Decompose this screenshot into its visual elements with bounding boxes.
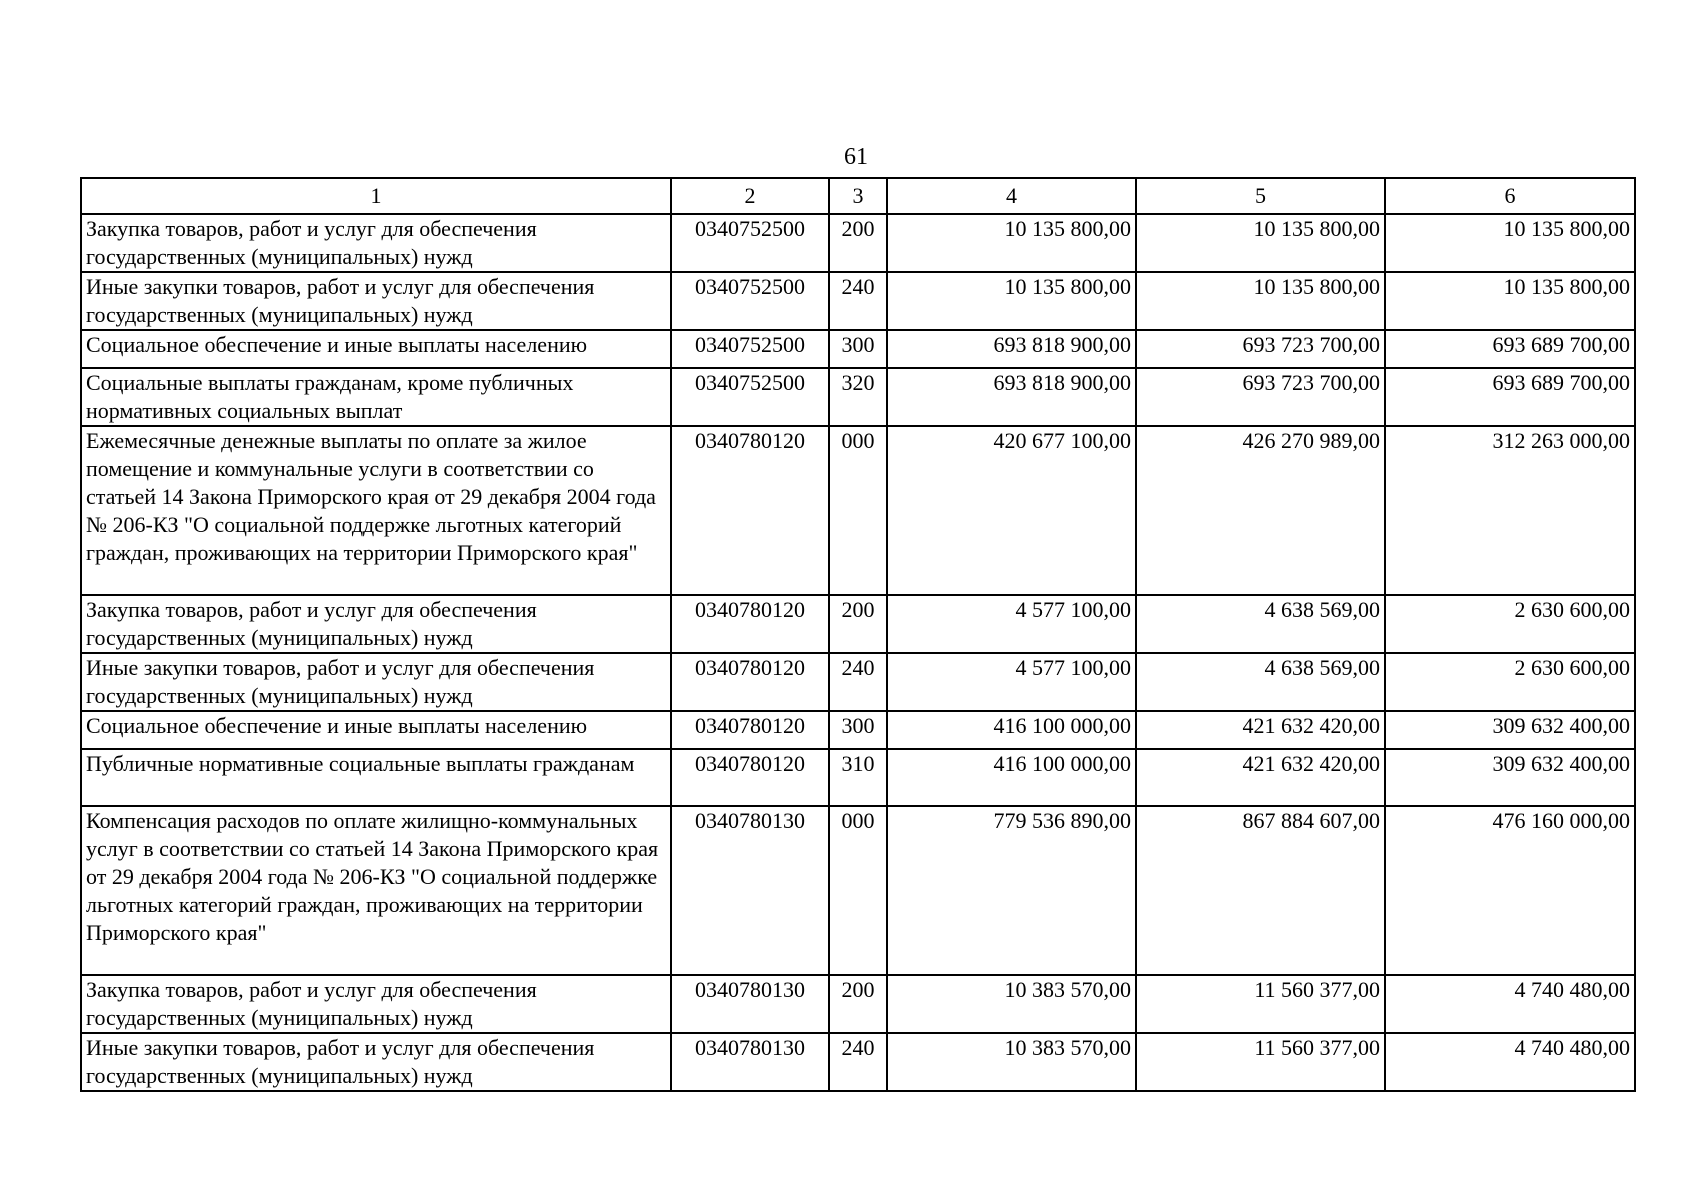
row-amount-4: 10 383 570,00: [887, 1033, 1136, 1091]
row-amount-5: 11 560 377,00: [1136, 1033, 1385, 1091]
row-amount-5: 426 270 989,00: [1136, 426, 1385, 595]
row-code: 0340780130: [671, 975, 829, 1033]
table-row: [81, 653, 1635, 711]
row-type: 300: [829, 330, 887, 368]
table-row: [81, 330, 1635, 368]
table-row: [81, 368, 1635, 426]
row-amount-5: 693 723 700,00: [1136, 368, 1385, 426]
row-amount-4: 416 100 000,00: [887, 749, 1136, 806]
row-type: 200: [829, 975, 887, 1033]
row-code: 0340780130: [671, 1033, 829, 1091]
row-amount-6: 2 630 600,00: [1385, 653, 1635, 711]
row-name: Компенсация расходов по оплате жилищно-коммунальных услуг в соответствии со статьей 14 Закона Приморского края от 29 декабря 2004 года № 206-КЗ "О социальной поддержке льготных категорий граждан, проживающих на территории Приморского края": [81, 806, 671, 975]
row-type: 200: [829, 214, 887, 272]
row-amount-5: 10 135 800,00: [1136, 272, 1385, 330]
row-amount-5: 421 632 420,00: [1136, 711, 1385, 749]
row-type: 200: [829, 595, 887, 653]
row-type: 240: [829, 653, 887, 711]
row-amount-6: 4 740 480,00: [1385, 1033, 1635, 1091]
row-amount-6: 476 160 000,00: [1385, 806, 1635, 975]
row-type: 300: [829, 711, 887, 749]
row-code: 0340752500: [671, 214, 829, 272]
column-header-6: 6: [1385, 178, 1635, 214]
row-amount-6: 309 632 400,00: [1385, 711, 1635, 749]
table-row: [81, 711, 1635, 749]
row-code: 0340752500: [671, 272, 829, 330]
row-amount-4: 416 100 000,00: [887, 711, 1136, 749]
row-name: Социальное обеспечение и иные выплаты населению: [81, 711, 671, 749]
row-amount-6: 10 135 800,00: [1385, 214, 1635, 272]
table-row: [81, 749, 1635, 806]
row-type: 310: [829, 749, 887, 806]
column-header-4: 4: [887, 178, 1136, 214]
row-amount-5: 4 638 569,00: [1136, 653, 1385, 711]
table-row: [81, 975, 1635, 1033]
row-name: Социальные выплаты гражданам, кроме публичных нормативных социальных выплат: [81, 368, 671, 426]
row-name: Иные закупки товаров, работ и услуг для обеспечения государственных (муниципальных) нужд: [81, 1033, 671, 1091]
row-code: 0340780120: [671, 653, 829, 711]
row-name: Иные закупки товаров, работ и услуг для обеспечения государственных (муниципальных) нужд: [81, 272, 671, 330]
row-amount-6: 4 740 480,00: [1385, 975, 1635, 1033]
row-code: 0340752500: [671, 368, 829, 426]
row-type: 320: [829, 368, 887, 426]
row-amount-6: 309 632 400,00: [1385, 749, 1635, 806]
row-amount-4: 693 818 900,00: [887, 330, 1136, 368]
row-amount-4: 10 383 570,00: [887, 975, 1136, 1033]
row-amount-4: 10 135 800,00: [887, 214, 1136, 272]
column-header-1: 1: [81, 178, 671, 214]
row-name: Иные закупки товаров, работ и услуг для обеспечения государственных (муниципальных) нужд: [81, 653, 671, 711]
header-row: [81, 178, 1635, 214]
row-amount-4: 420 677 100,00: [887, 426, 1136, 595]
table-row: [81, 1033, 1635, 1091]
table-row: [81, 806, 1635, 975]
row-amount-4: 4 577 100,00: [887, 595, 1136, 653]
row-name: Публичные нормативные социальные выплаты гражданам: [81, 749, 671, 806]
row-code: 0340780120: [671, 426, 829, 595]
row-amount-6: 312 263 000,00: [1385, 426, 1635, 595]
column-header-3: 3: [829, 178, 887, 214]
column-header-2: 2: [671, 178, 829, 214]
table-row: [81, 595, 1635, 653]
row-amount-6: 693 689 700,00: [1385, 368, 1635, 426]
row-amount-4: 4 577 100,00: [887, 653, 1136, 711]
row-amount-5: 867 884 607,00: [1136, 806, 1385, 975]
row-type: 000: [829, 806, 887, 975]
row-code: 0340780120: [671, 595, 829, 653]
row-type: 240: [829, 1033, 887, 1091]
row-name: Ежемесячные денежные выплаты по оплате за жилое помещение и коммунальные услуги в соответствии со статьей 14 Закона Приморского края от 29 декабря 2004 года № 206-КЗ "О социальной поддержке льготных категорий граждан, проживающих на территории Приморского края": [81, 426, 671, 595]
row-code: 0340780120: [671, 711, 829, 749]
row-amount-6: 10 135 800,00: [1385, 272, 1635, 330]
row-amount-4: 779 536 890,00: [887, 806, 1136, 975]
row-type: 000: [829, 426, 887, 595]
row-amount-5: 10 135 800,00: [1136, 214, 1385, 272]
row-amount-4: 693 818 900,00: [887, 368, 1136, 426]
row-name: Закупка товаров, работ и услуг для обеспечения государственных (муниципальных) нужд: [81, 595, 671, 653]
row-amount-4: 10 135 800,00: [887, 272, 1136, 330]
row-amount-5: 693 723 700,00: [1136, 330, 1385, 368]
table-row: [81, 426, 1635, 595]
row-amount-5: 421 632 420,00: [1136, 749, 1385, 806]
row-amount-6: 693 689 700,00: [1385, 330, 1635, 368]
table-row: [81, 272, 1635, 330]
row-code: 0340752500: [671, 330, 829, 368]
row-name: Закупка товаров, работ и услуг для обеспечения государственных (муниципальных) нужд: [81, 975, 671, 1033]
page-number: 61: [844, 144, 868, 170]
row-amount-5: 4 638 569,00: [1136, 595, 1385, 653]
row-type: 240: [829, 272, 887, 330]
budget-table: [80, 177, 1636, 1092]
row-code: 0340780120: [671, 749, 829, 806]
column-header-5: 5: [1136, 178, 1385, 214]
row-name: Закупка товаров, работ и услуг для обеспечения государственных (муниципальных) нужд: [81, 214, 671, 272]
row-code: 0340780130: [671, 806, 829, 975]
row-name: Социальное обеспечение и иные выплаты населению: [81, 330, 671, 368]
row-amount-6: 2 630 600,00: [1385, 595, 1635, 653]
table-row: [81, 214, 1635, 272]
row-amount-5: 11 560 377,00: [1136, 975, 1385, 1033]
